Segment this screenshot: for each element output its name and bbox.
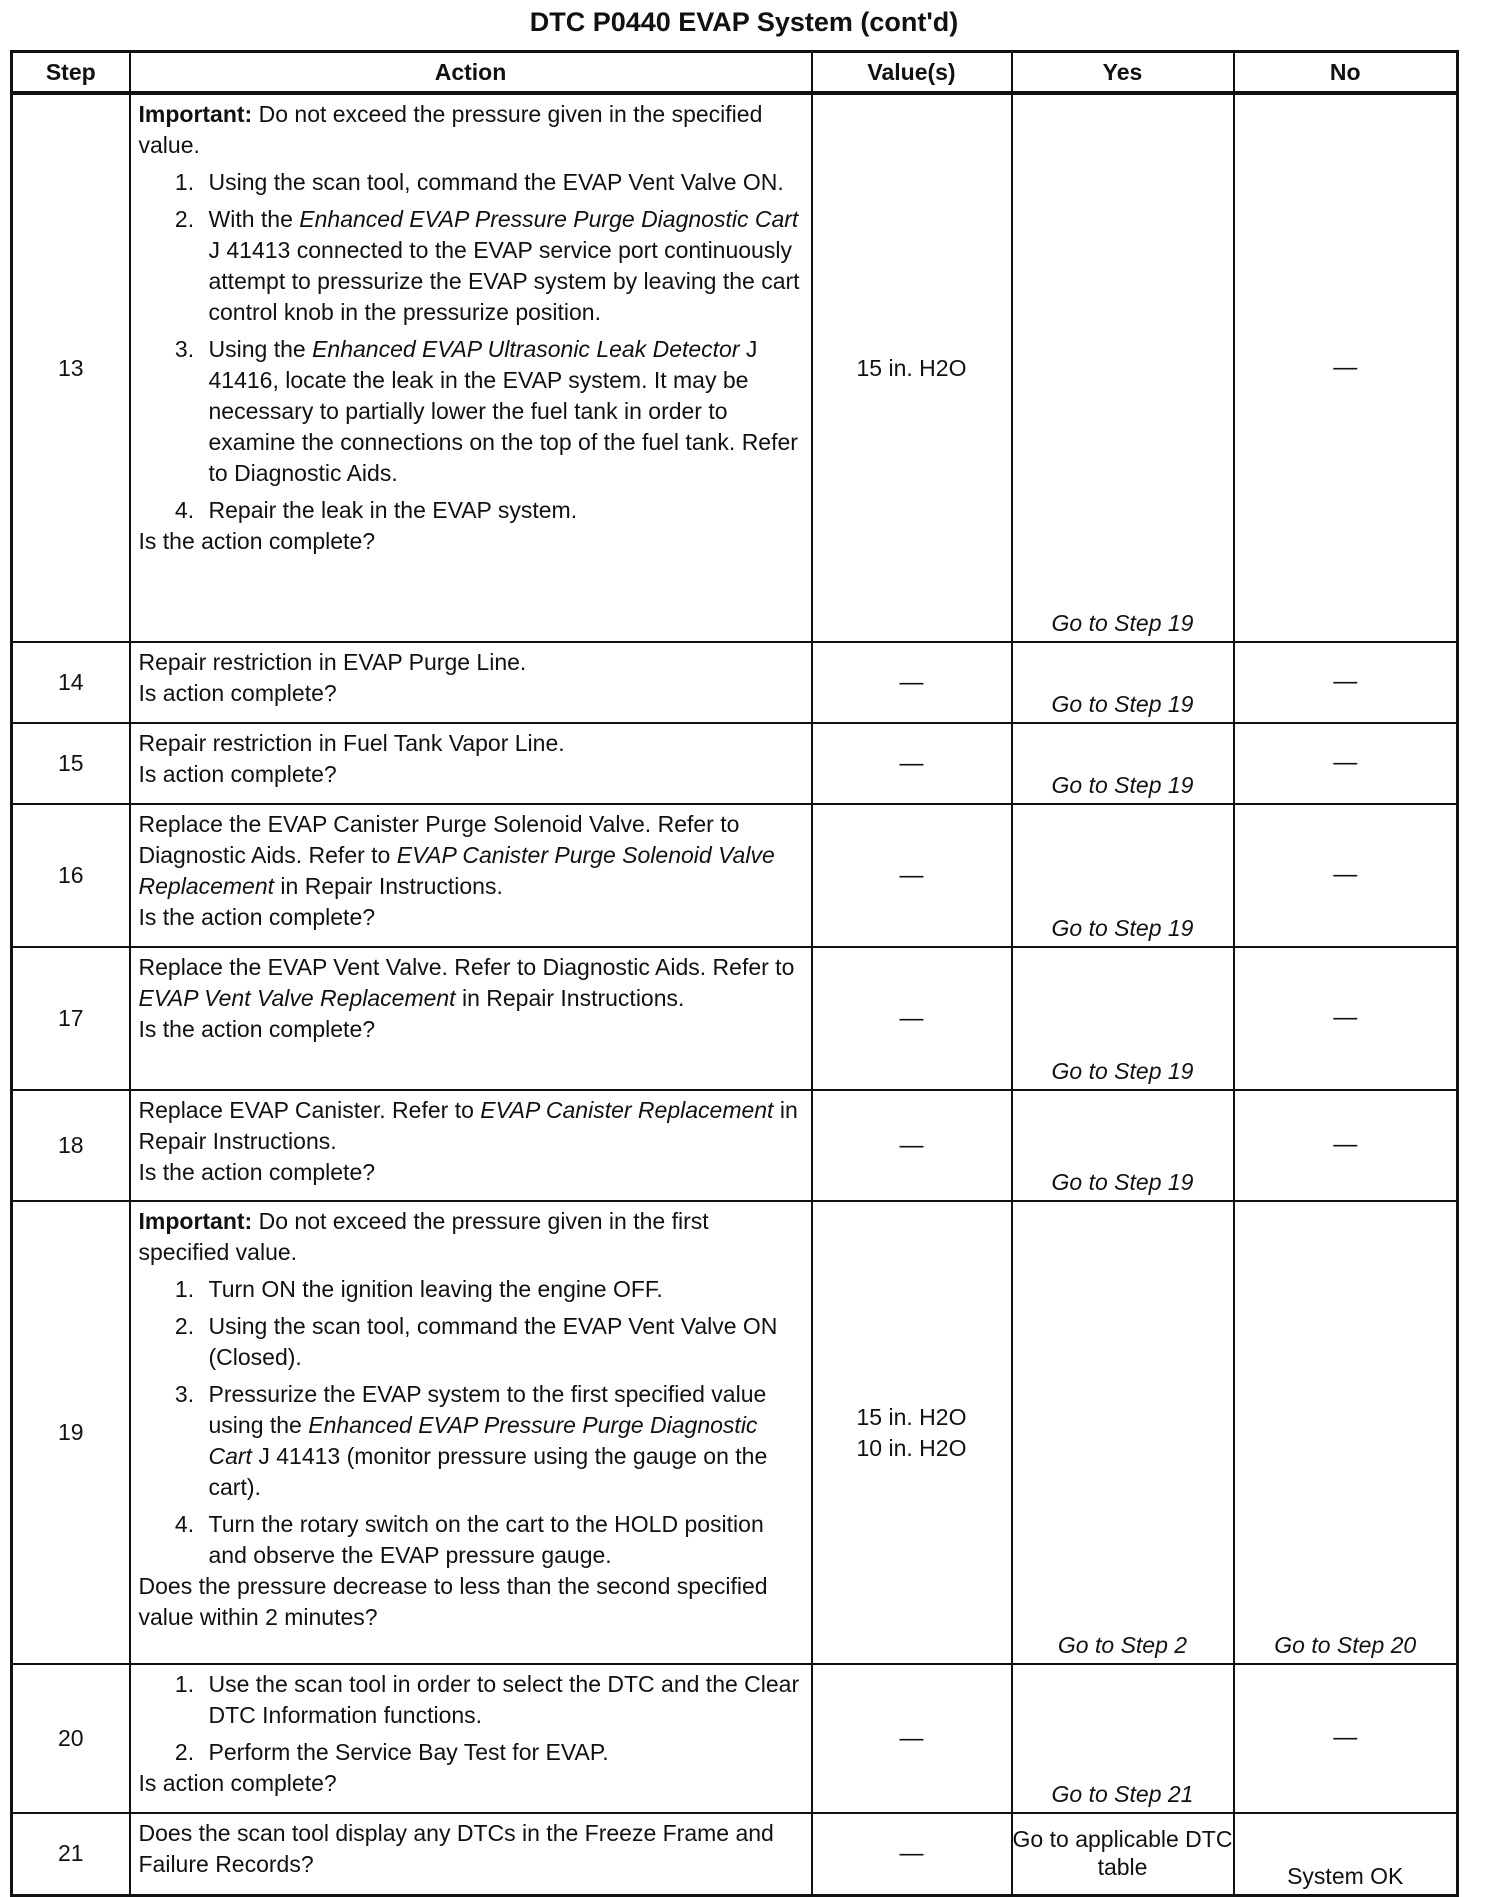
- yes-cell: Go to Step 19: [1012, 1090, 1234, 1201]
- no-cell: —: [1234, 947, 1458, 1090]
- list-item-text: With the: [208, 206, 300, 232]
- table-row-step-13: [12, 93, 1458, 642]
- step-number: 21: [12, 1813, 130, 1895]
- action-question: Is the action complete?: [138, 904, 376, 930]
- yes-cell: Go to Step 19: [1012, 723, 1234, 804]
- action-text: Repair restriction in EVAP Purge Line.: [138, 649, 527, 675]
- values-cell: [812, 1201, 1012, 1664]
- action-cell: [130, 642, 812, 723]
- yes-cell: Go to Step 19: [1012, 947, 1234, 1090]
- no-cell: —: [1234, 1664, 1458, 1813]
- list-item: [201, 334, 805, 489]
- list-item-text: Using the scan tool, command the EVAP Vent Valve ON (Closed).: [208, 1313, 778, 1370]
- values-cell: —: [812, 804, 1012, 947]
- list-item: [201, 167, 805, 198]
- no-cell: —: [1234, 642, 1458, 723]
- yes-cell: Go to applicable DTC table: [1012, 1813, 1234, 1895]
- no-cell: —: [1234, 93, 1458, 642]
- table-row-step-18: [12, 1090, 1458, 1201]
- header-values: Value(s): [812, 52, 1012, 94]
- no-cell: —: [1234, 1090, 1458, 1201]
- no-cell: Go to Step 20: [1234, 1201, 1458, 1664]
- list-item-text: Use the scan tool in order to select the DTC and the Clear DTC Information functions.: [208, 1671, 800, 1728]
- values-cell: —: [812, 1813, 1012, 1895]
- table-row-step-14: [12, 642, 1458, 723]
- values-cell: 15 in. H2O: [812, 93, 1012, 642]
- list-item-text: Perform the Service Bay Test for EVAP.: [208, 1739, 609, 1765]
- step-number: 19: [12, 1201, 130, 1664]
- no-cell: —: [1234, 723, 1458, 804]
- step-number: 17: [12, 947, 130, 1090]
- action-text-part: Replace EVAP Canister. Refer to: [138, 1097, 481, 1123]
- action-cell: [130, 947, 812, 1090]
- procedure-list: [139, 1274, 805, 1571]
- list-item: [201, 1274, 805, 1305]
- tool-name: Enhanced EVAP Pressure Purge Diagnostic Cart: [299, 206, 799, 232]
- important-text: Do not exceed the pressure given in the first specified value.: [138, 1208, 709, 1265]
- list-item-text: Repair the leak in the EVAP system.: [208, 497, 578, 523]
- table-row-step-15: [12, 723, 1458, 804]
- action-question: Is the action complete?: [138, 1016, 376, 1042]
- action-text-part: in Repair Instructions.: [138, 1097, 798, 1154]
- header-yes: Yes: [1012, 52, 1234, 94]
- important-note: [139, 1206, 805, 1268]
- table-header-row: [12, 52, 1458, 94]
- list-item-text: J 41413 (monitor pressure using the gauge on the cart).: [208, 1443, 768, 1500]
- values-cell: —: [812, 947, 1012, 1090]
- list-item: [201, 1311, 805, 1373]
- second-specified-value: 10 in. H2O: [856, 1434, 967, 1461]
- step-number: 16: [12, 804, 130, 947]
- list-item-text: J 41416, locate the leak in the EVAP system. It may be necessary to partially lower the fuel tank in order to examine the connections on the top of the fuel tank. Refer to Diagnostic Aids.: [208, 336, 798, 486]
- table-row-step-19: [12, 1201, 1458, 1664]
- action-cell: [130, 1664, 812, 1813]
- header-step: Step: [12, 52, 130, 94]
- yes-cell: Go to Step 21: [1012, 1664, 1234, 1813]
- table-row-step-16: [12, 804, 1458, 947]
- values-cell: —: [812, 1090, 1012, 1201]
- table-row-step-17: [12, 947, 1458, 1090]
- yes-cell: Go to Step 2: [1012, 1201, 1234, 1664]
- page-title: DTC P0440 EVAP System (cont'd): [529, 7, 959, 37]
- yes-cell: Go to Step 19: [1012, 804, 1234, 947]
- values-cell: —: [812, 723, 1012, 804]
- important-label: Important:: [138, 101, 253, 127]
- step-number: 13: [12, 93, 130, 642]
- diagnostic-table: [10, 50, 1459, 1897]
- action-text-part: in Repair Instructions.: [274, 873, 503, 899]
- list-item: [201, 204, 805, 328]
- no-cell: System OK: [1234, 1813, 1458, 1895]
- action-question: Does the scan tool display any DTCs in the Freeze Frame and Failure Records?: [138, 1820, 774, 1877]
- step-number: 20: [12, 1664, 130, 1813]
- procedure-list: [139, 1669, 805, 1768]
- procedure-reference: EVAP Canister Purge Solenoid Valve Replacement: [138, 842, 775, 899]
- action-text-part: Replace the EVAP Vent Valve. Refer to Diagnostic Aids. Refer to: [138, 954, 795, 980]
- table-row-step-20: [12, 1664, 1458, 1813]
- important-label: Important:: [138, 1208, 253, 1234]
- header-action: Action: [130, 52, 812, 94]
- action-question: Is action complete?: [138, 761, 337, 787]
- list-item: [201, 1509, 805, 1571]
- action-cell: [130, 1090, 812, 1201]
- action-text-part: in Repair Instructions.: [455, 985, 685, 1011]
- values-cell: —: [812, 642, 1012, 723]
- action-cell: [130, 723, 812, 804]
- yes-cell: Go to Step 19: [1012, 642, 1234, 723]
- list-item-text: Turn ON the ignition leaving the engine OFF.: [208, 1276, 663, 1302]
- step-number: 18: [12, 1090, 130, 1201]
- list-item: [201, 495, 805, 526]
- action-question: Is action complete?: [138, 1770, 337, 1796]
- yes-cell: Go to Step 19: [1012, 93, 1234, 642]
- action-text: [139, 1095, 805, 1157]
- no-cell: —: [1234, 804, 1458, 947]
- important-note: [139, 99, 805, 161]
- action-text-part: Replace the EVAP Canister Purge Solenoid Valve. Refer to Diagnostic Aids. Refer to: [138, 811, 740, 868]
- tool-name: Enhanced EVAP Pressure Purge Diagnostic Cart: [208, 1412, 758, 1469]
- list-item-text: J 41413 connected to the EVAP service port continuously attempt to pressurize the EVAP system by leaving the cart control knob in the pressurize position.: [208, 237, 800, 325]
- action-text: Repair restriction in Fuel Tank Vapor Line.: [138, 730, 565, 756]
- list-item: [201, 1379, 805, 1503]
- action-cell: [130, 93, 812, 642]
- action-question: Is the action complete?: [138, 528, 376, 554]
- procedure-list: [139, 167, 805, 526]
- action-text: [139, 809, 805, 902]
- tool-name: Enhanced EVAP Ultrasonic Leak Detector: [312, 336, 740, 362]
- list-item-text: Using the: [208, 336, 313, 362]
- important-text: Do not exceed the pressure given in the specified value.: [138, 101, 763, 158]
- action-question: Is the action complete?: [138, 1159, 376, 1185]
- list-item-text: Using the scan tool, command the EVAP Vent Valve ON.: [208, 169, 784, 195]
- first-specified-value: 15 in. H2O: [856, 1403, 967, 1430]
- action-question: Is action complete?: [138, 680, 337, 706]
- list-item: [201, 1737, 805, 1768]
- table-row-step-21: [12, 1813, 1458, 1895]
- action-text: [139, 952, 805, 1014]
- procedure-reference: EVAP Canister Replacement: [480, 1097, 774, 1123]
- list-item-text: Turn the rotary switch on the cart to the HOLD position and observe the EVAP pressure gauge.: [208, 1511, 764, 1568]
- action-question: Does the pressure decrease to less than the second specified value within 2 minutes?: [138, 1573, 768, 1630]
- step-number: 14: [12, 642, 130, 723]
- procedure-reference: EVAP Vent Valve Replacement: [138, 985, 456, 1011]
- action-cell: [130, 804, 812, 947]
- header-no: No: [1234, 52, 1458, 94]
- action-cell: [130, 1201, 812, 1664]
- values-cell: —: [812, 1664, 1012, 1813]
- list-item-text: Pressurize the EVAP system to the first specified value using the: [208, 1381, 767, 1438]
- action-cell: [130, 1813, 812, 1895]
- step-number: 15: [12, 723, 130, 804]
- list-item: [201, 1669, 805, 1731]
